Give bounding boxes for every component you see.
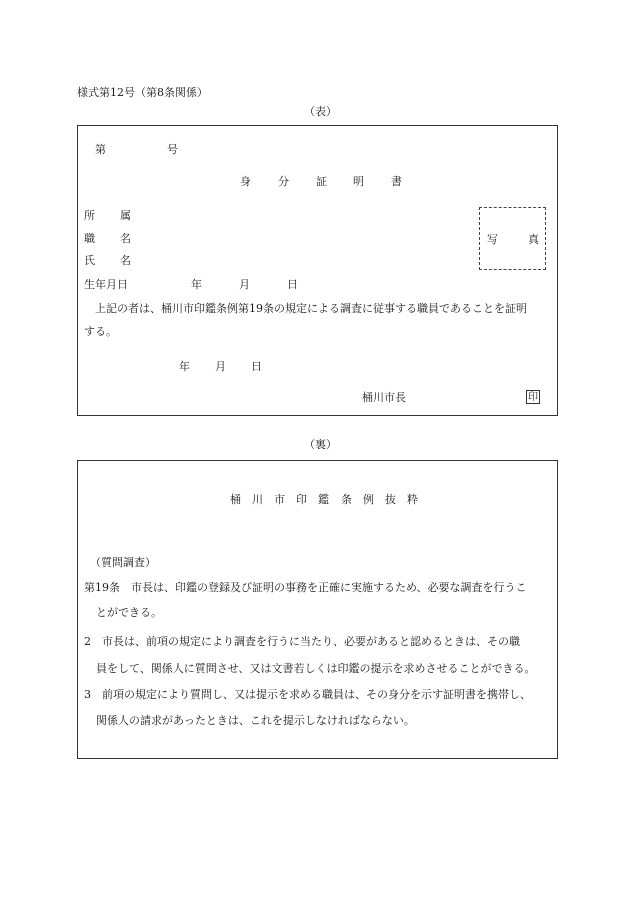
back-side-label: （裏） [304, 438, 337, 451]
article-19-line2: とができる。 [96, 606, 162, 619]
title-char: 抜 [385, 493, 396, 506]
title-char: 身 [240, 175, 251, 188]
article-19-para2-line1: 2 市長は、前項の規定により調査を行うに当たり、必要があると認めるときは、その職 [84, 635, 520, 648]
title-char: 明 [353, 175, 364, 188]
issue-year-unit: 年 [179, 360, 190, 373]
affiliation-label-2: 属 [120, 209, 131, 222]
title-char: 粋 [407, 493, 418, 506]
photo-box [479, 207, 546, 270]
title-char: 市 [274, 493, 285, 506]
birth-year-unit: 年 [191, 278, 202, 291]
title-char: 鑑 [318, 493, 329, 506]
issue-day-unit: 日 [251, 360, 262, 373]
title-char: 書 [391, 175, 402, 188]
title-char: 桶 [230, 493, 241, 506]
certificate-number-suffix: 号 [167, 143, 178, 156]
affiliation-label-1: 所 [84, 209, 95, 222]
job-title-label-2: 名 [120, 232, 131, 245]
birthdate-label: 生年月日 [84, 278, 128, 291]
name-label-1: 氏 [84, 254, 95, 267]
name-label-2: 名 [120, 254, 131, 267]
section-caption: （質問調査） [90, 556, 156, 569]
certificate-number-prefix: 第 [95, 143, 106, 156]
form-number: 様式第12号（第8条関係） [77, 86, 208, 99]
title-char: 条 [341, 493, 352, 506]
article-19-para2-line2: 員をして、関係人に質問させ、又は文書若しくは印鑑の提示を求めさせることができる。 [96, 662, 536, 675]
job-title-label-1: 職 [84, 232, 95, 245]
certification-text-line1: 上記の者は、桶川市印鑑条例第19条の規定による調査に従事する職員であることを証明 [95, 302, 527, 315]
title-char: 分 [278, 175, 289, 188]
article-19-line1: 第19条 市長は、印鑑の登録及び証明の事務を正確に実施するため、必要な調査を行うこ [84, 581, 527, 594]
title-char: 証 [316, 175, 327, 188]
photo-label-1: 写 [487, 233, 498, 246]
certification-text-line2: する。 [84, 325, 117, 338]
back-card [77, 460, 558, 759]
title-char: 例 [363, 493, 374, 506]
birth-day-unit: 日 [287, 278, 298, 291]
issuer-name: 桶川市長 [362, 391, 406, 404]
photo-label-2: 真 [528, 233, 539, 246]
seal-mark: 印 [528, 392, 538, 403]
article-19-para3-line2: 関係人の請求があったときは、これを提示しなければならない。 [96, 714, 415, 727]
front-card [77, 125, 558, 416]
title-char: 川 [252, 493, 263, 506]
birth-month-unit: 月 [239, 278, 250, 291]
issue-month-unit: 月 [215, 360, 226, 373]
front-side-label: （表） [304, 105, 337, 118]
article-19-para3-line1: 3 前項の規定により質問し、又は提示を求める職員は、その身分を示す証明書を携帯し、 [84, 688, 531, 701]
title-char: 印 [296, 493, 307, 506]
